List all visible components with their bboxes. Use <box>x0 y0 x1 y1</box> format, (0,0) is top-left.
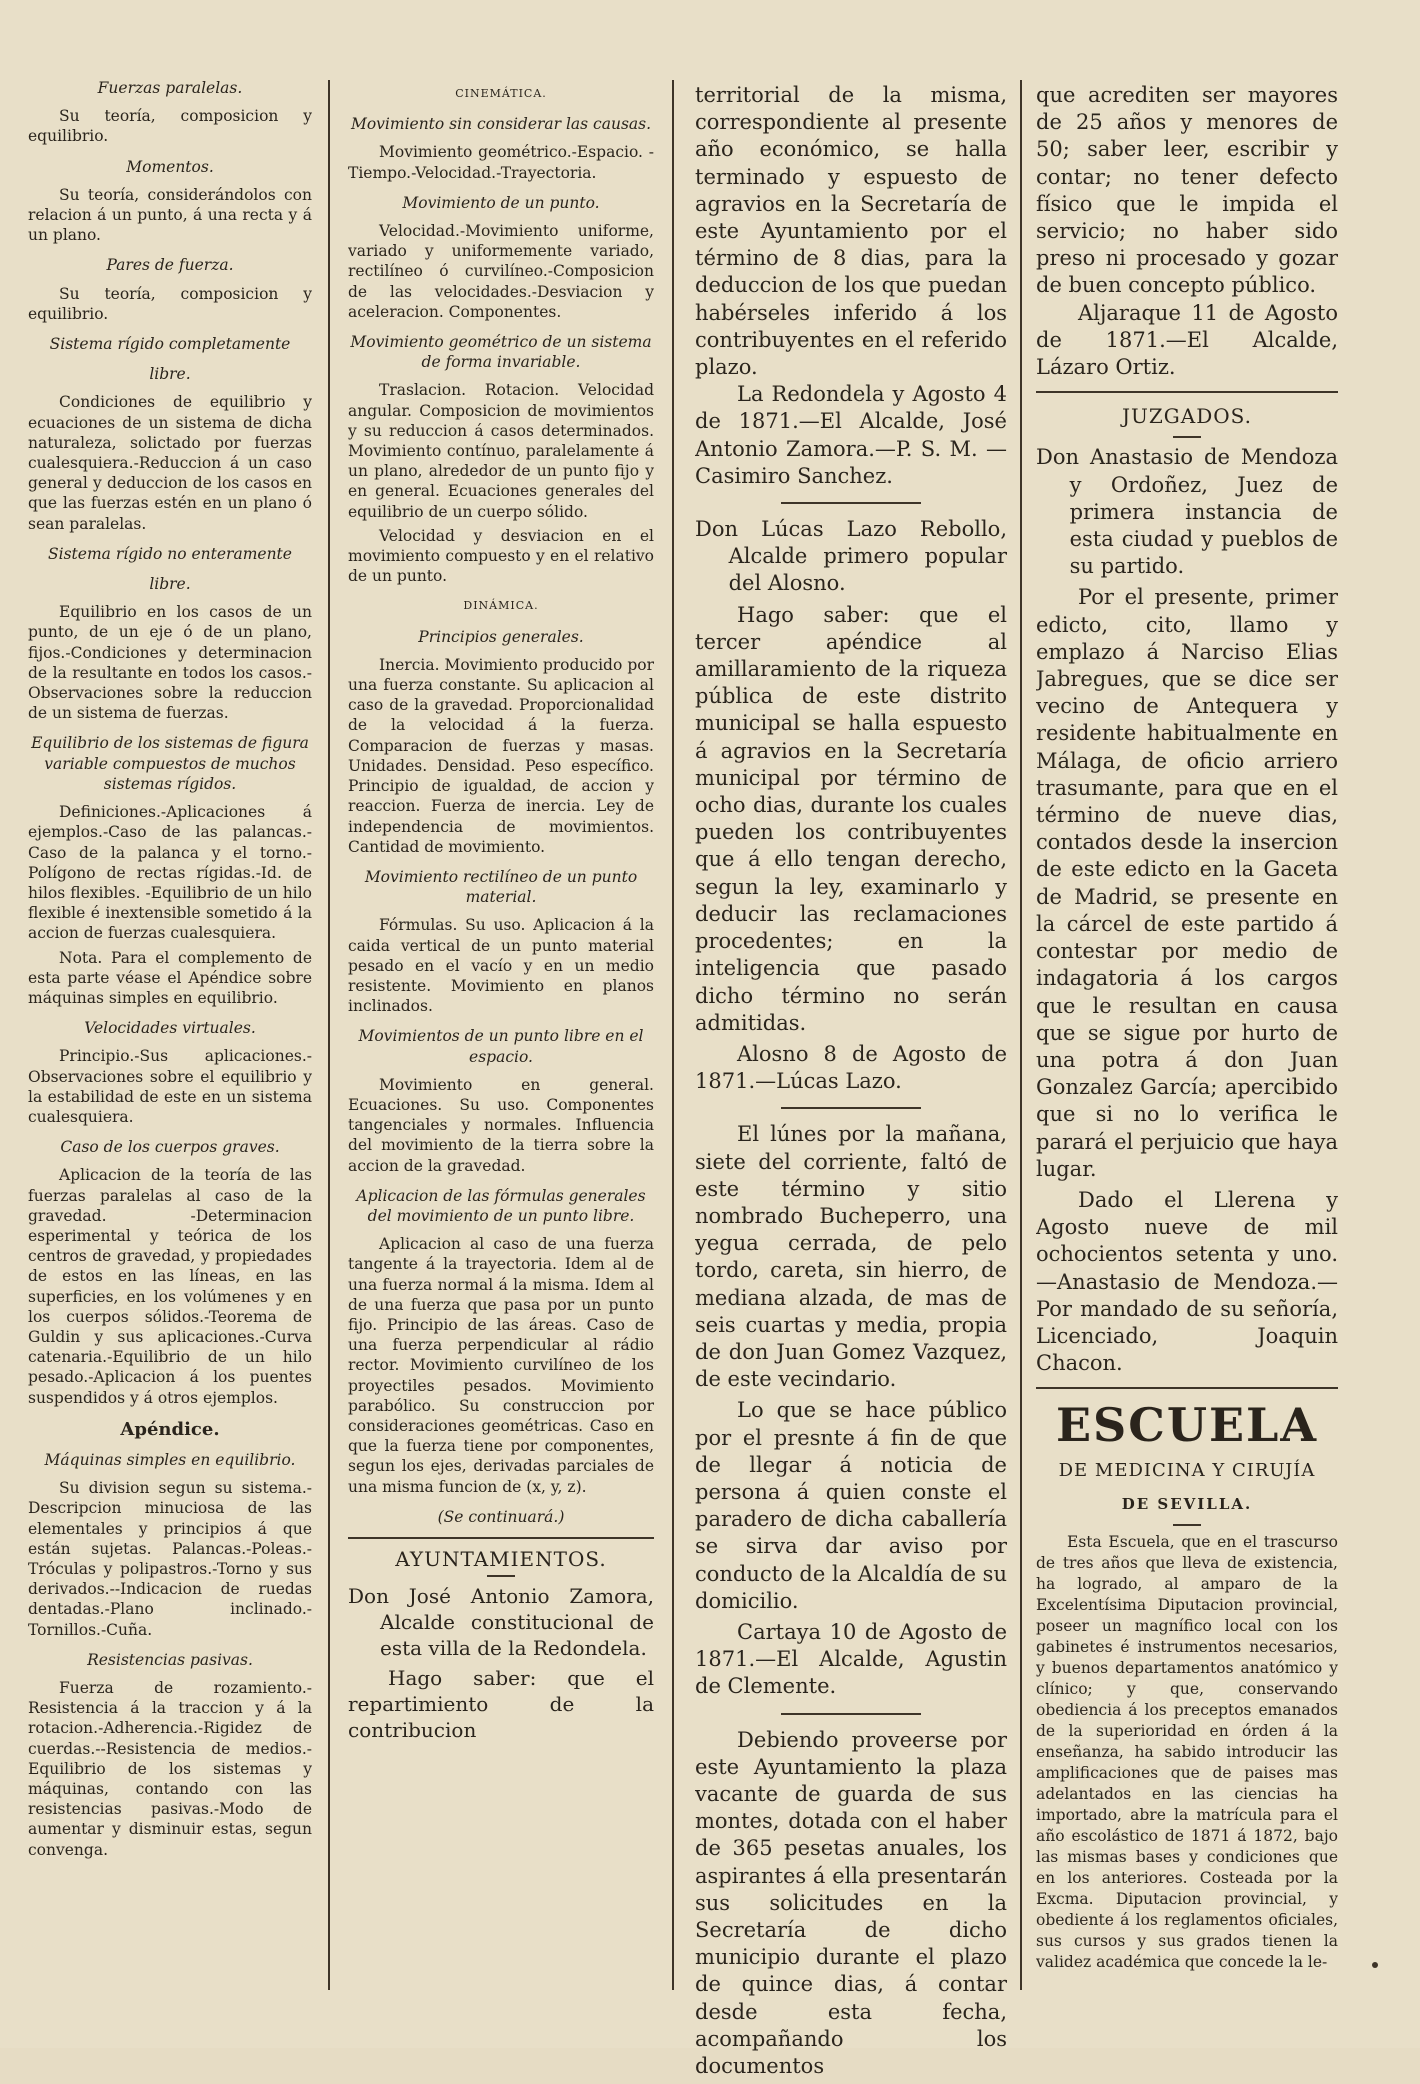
paragraph: Su division segun su sistema.-Descripcion minuciosa de las elementales y principios á que están sujetas. Palancas.-Poleas.-Tróculas y polipastros.-Torno y sus derivados.--Indicacion de ruedas dentadas.-Plano inclinado.-Tornillos.-Cuña. <box>28 1479 312 1639</box>
signature: Dado el Llerena y Agosto nueve de mil ochocientos setenta y uno.—Anastasio de Mendoza.—Por mandado de su señoría, Licenciado, Joaquin Chacon. <box>1036 1187 1338 1376</box>
paragraph: que acrediten ser mayores de 25 años y menores de 50; saber leer, escribir y contar; no tener defecto físico que le impida el servicio; no haber sido preso ni procesado y gozar de buen concepto público. <box>1036 83 1338 298</box>
school-subtitle: DE MEDICINA Y CIRUJÍA <box>1058 1460 1316 1482</box>
column-1 <box>28 78 312 1864</box>
column-4 <box>1036 82 1338 1977</box>
separator-rule <box>1036 391 1338 393</box>
paragraph: Su teoría, considerándolos con relacion á un punto, á una recta y á un plano. <box>28 185 312 245</box>
notice-header: Don Lúcas Lazo Rebollo, Alcalde primero popular del Alosno. <box>695 517 1007 596</box>
column-2 <box>348 78 654 1747</box>
section-heading: libre. <box>149 365 191 384</box>
paragraph: Su teoría, composicion y equilibrio. <box>28 284 312 323</box>
section-heading: Resistencias pasivas. <box>87 1650 253 1669</box>
paragraph: Inercia. Movimiento producido por una fuerza constante. Su aplicacion al caso de la gravedad. Proporcionalidad de la velocidad á la fuerza. Comparacion de fuerzas y masas. Unidades. Densidad. Peso específico. Principio de igualdad, de accion y reaccion. Fuerza de inercia. Ley de independencia de movimientos. Cantidad de movimiento. <box>348 655 654 856</box>
section-heading: Equilibrio de los sistemas de figura variable compuestos de muchos sistemas rígidos. <box>31 734 309 793</box>
separator-dash <box>1173 1524 1201 1526</box>
school-title: ESCUELA <box>1055 1398 1319 1453</box>
paragraph: Condiciones de equilibrio y ecuaciones de un sistema de dicha naturaleza, solictado por fuerzas cualesquiera.-Reduccion á un caso general y deduccion de los casos en que las fuerzas estén en un plano ó sean paralelas. <box>28 393 312 533</box>
signature: Cartaya 10 de Agosto de 1871.—El Alcalde, Agustin de Clemente. <box>695 1619 1007 1699</box>
paragraph: Fuerza de rozamiento.-Resistencia á la traccion y á la rotacion.-Adherencia.-Rigidez de cuerdas.--Resistencia de medios.-Equilibrio de los sistemas y máquinas, contando con las resistencias pasivas.-Modo de aumentar y disminuir estas, segun convenga. <box>28 1679 312 1859</box>
appendix-heading: Apéndice. <box>120 1418 220 1440</box>
separator-rule <box>781 502 921 504</box>
paragraph: Velocidad.-Movimiento uniforme, variado y uniformemente variado, rectilíneo ó curvilíneo.-Composicion de las velocidades.-Desviacion y aceleracion. Componentes. <box>348 222 654 321</box>
section-title-ayuntamientos: AYUNTAMIENTOS. <box>395 1547 607 1571</box>
separator-rule <box>348 1537 654 1539</box>
notice-header: Don Anastasio de Mendoza y Ordoñez, Juez de primera instancia de esta ciudad y pueblos de su partido. <box>1036 445 1338 579</box>
paragraph: Aplicacion de la teoría de las fuerzas paralelas al caso de la gravedad. -Determinacion esperimental y teórica de los centros de gravedad, y propiedades de estos en las líneas, en las superficies, en los volúmenes y en los cuerpos sólidos.-Teorema de Guldin y sus aplicaciones.-Curva catenaria.-Equilibrio de un hilo pesado.-Aplicacion á los puentes suspendidos y á otros ejemplos. <box>28 1166 312 1407</box>
paragraph: Hago saber: que el tercer apéndice al amillaramiento de la riqueza pública de este distrito municipal se halla espuesto á agravios en la Secretaría municipal por término de ocho dias, durante los cuales pueden los contribuyentes que á ello tengan derecho, segun la ley, examinarlo y deducir las reclamaciones procedentes; en la inteligencia que pasado dicho término no serán admitidas. <box>695 602 1007 1035</box>
section-heading: libre. <box>149 575 191 594</box>
signature: La Redondela y Agosto 4 de 1871.—El Alcalde, José Antonio Zamora.—P. S. M. —Casimiro Sanchez. <box>695 382 1007 488</box>
bullet-mark <box>1372 1962 1378 1968</box>
continued-note: (Se continuará.) <box>437 1507 565 1526</box>
section-heading: Principios generales. <box>418 627 584 646</box>
paragraph: Aplicacion al caso de una fuerza tangente á la trayectoria. Idem al de una fuerza normal á la misma. Idem al de una fuerza que pasa por un punto fijo. Principio de las áreas. Caso de una fuerza perpendicular al rádio rector. Movimiento curvilíneo de los proyectiles pesados. Movimiento parabólico. Su construccion por consideraciones geométricas. Caso en que la fuerza tiene por componentes, segun los ejes, derivadas parciales de una misma funcion de (x, y, z). <box>348 1235 654 1496</box>
section-heading: Pares de fuerza. <box>106 256 234 275</box>
paragraph: Movimiento en general. Ecuaciones. Su uso. Componentes tangenciales y normales. Influencia del movimiento de la tierra sobre la accion de la gravedad. <box>348 1075 654 1175</box>
paragraph: Traslacion. Rotacion. Velocidad angular. Composicion de movimientos y su reduccion á casos determinados. Movimiento contínuo, paralelamente á un plano, alrededor de un punto fijo y en general. Ecuaciones generales del equilibrio de un cuerpo sólido. <box>348 381 654 521</box>
separator-rule <box>781 1107 921 1109</box>
section-title-cinematica: CINEMÁTICA. <box>455 87 547 100</box>
school-city: DE SEVILLA. <box>1121 1494 1253 1513</box>
notice-header: Don José Antonio Zamora, Alcalde constitucional de esta villa de la Redondela. <box>348 1584 654 1661</box>
section-heading: Sistema rígido completamente <box>49 335 291 354</box>
column-rule <box>1020 80 1022 1990</box>
paragraph: Hago saber: que el repartimiento de la contribucion <box>348 1666 654 1743</box>
section-title-dinamica: DINÁMICA. <box>463 599 539 613</box>
column-rule <box>672 80 674 1990</box>
section-heading: Movimiento rectilíneo de un punto material. <box>364 867 638 907</box>
section-heading: Movimiento geométrico de un sistema de forma invariable. <box>350 333 652 372</box>
paragraph: Principio.-Sus aplicaciones.-Observaciones sobre el equilibrio y la estabilidad de este en un sistema cualesquiera. <box>28 1047 312 1126</box>
paragraph: Por el presente, primer edicto, cito, llamo y emplazo á Narciso Elias Jabregues, que se dice ser vecino de Antequera y residente habitualmente en Málaga, de oficio arriero trasumante, para que en el término de nueve dias, contados desde la insercion de este edicto en la Gaceta de Madrid, se presente en la cárcel de este partido á contestar por medio de indagatoria á los cargos que le resultan en causa que se sigue por hurto de una potra á don Juan Gonzalez García; apercibido que si no lo verifica le parará el perjuicio que haya lugar. <box>1036 585 1338 1181</box>
section-heading: Caso de los cuerpos graves. <box>60 1138 280 1157</box>
paragraph: territorial de la misma, correspondiente al presente año económico, se halla terminado y espuesto de agravios en la Secretaría de este Ayuntamiento por el término de 8 dias, para la deduccion de los que puedan habérseles inferido á los contribuyentes en el referido plazo. <box>695 83 1007 380</box>
separator-dash <box>487 1575 515 1577</box>
paragraph: El lúnes por la mañana, siete del corriente, faltó de este término y sitio nombrado Bucheperro, una yegua cerrada, de pelo tordo, careta, sin hierro, de mediana alzada, de mas de seis cuartas y media, propia de don Juan Gomez Vazquez, de este vecindario. <box>695 1122 1007 1392</box>
paragraph: Definiciones.-Aplicaciones á ejemplos.-Caso de las palancas.-Caso de la palanca y el torno.-Polígono de rectas rígidas.-Id. de hilos flexibles. -Equilibrio de un hilo flexible é inextensible sometido á la accion de fuerzas cualesquiera. <box>28 803 312 943</box>
section-heading: Movimientos de un punto libre en el espacio. <box>358 1027 644 1066</box>
section-heading: Movimiento de un punto. <box>402 193 600 212</box>
section-heading: Fuerzas paralelas. <box>97 79 243 97</box>
section-heading: Sistema rígido no enteramente <box>48 544 292 563</box>
column-3 <box>695 82 1007 2084</box>
section-title-juzgados: JUZGADOS. <box>1122 404 1252 429</box>
section-heading: Velocidades virtuales. <box>84 1019 256 1038</box>
paragraph: Fórmulas. Su uso. Aplicacion á la caida vertical de un punto material pesado en el vacío y en un medio resistente. Movimiento en planos inclinados. <box>348 916 654 1016</box>
separator-dash <box>1173 436 1201 438</box>
separator-rule <box>781 1713 921 1715</box>
section-heading: Movimiento sin considerar las causas. <box>350 115 652 134</box>
section-heading: Máquinas simples en equilibrio. <box>44 1450 296 1469</box>
paragraph: Velocidad y desviacion en el movimiento compuesto y en el relativo de un punto. <box>348 526 654 586</box>
section-heading: Momentos. <box>126 157 214 176</box>
paragraph: Lo que se hace público por el presnte á fin de que de llegar á noticia de persona á quien conste el paradero de dicha caballería se sirva dar aviso por conducto de la Alcaldía de su domicilio. <box>695 1398 1007 1613</box>
signature: Alosno 8 de Agosto de 1871.—Lúcas Lazo. <box>695 1041 1007 1094</box>
column-rule <box>328 80 330 1990</box>
separator-rule <box>1036 1387 1338 1389</box>
paragraph: Movimiento geométrico.-Espacio. -Tiempo.-Velocidad.-Trayectoria. <box>348 143 654 182</box>
paragraph: Equilibrio en los casos de un punto, de un eje ó de un plano, fijos.-Condiciones y determinacion de la resultante en todos los casos.-Observaciones sobre la reduccion de un sistema de fuerzas. <box>28 603 312 723</box>
paragraph: Su teoría, composicion y equilibrio. <box>28 107 312 146</box>
paragraph: Esta Escuela, que en el trascurso de tres años que lleva de existencia, ha logrado, al amparo de la Excelentísima Diputacion provincial, poseer un magnífico local con los gabinetes é instrumentos necesarios, y buenos departamentos anatómico y clínico; y que, conservando obediencia á los preceptos emanados de la superioridad en órden á la enseñanza, ha sabido introducir las amplificaciones que de paises mas adelantados en las ciencias ha importado, abre la matrícula para el año escolástico de 1871 á 1872, bajo las mismas bases y condiciones que en los anteriores. Costeada por la Excma. Diputacion provincial, y obediente á los reglamentos oficiales, sus cursos y sus grados tienen la validez académica que concede la le- <box>1036 1532 1338 1971</box>
signature: Aljaraque 11 de Agosto de 1871.—El Alcalde, Lázaro Ortiz. <box>1036 300 1338 380</box>
paragraph: Debiendo proveerse por este Ayuntamiento la plaza vacante de guarda de sus montes, dotada con el haber de 365 pesetas anuales, los aspirantes á ella presentarán sus solicitudes en la Secretaría de dicho municipio durante el plazo de quince dias, á contar desde esta fecha, acompañando los documentos <box>695 1727 1007 2079</box>
note-paragraph: Nota. Para el complemento de esta parte véase el Apéndice sobre máquinas simples en equilibrio. <box>28 948 312 1007</box>
section-heading: Aplicacion de las fórmulas generales del movimiento de un punto libre. <box>356 1186 646 1225</box>
